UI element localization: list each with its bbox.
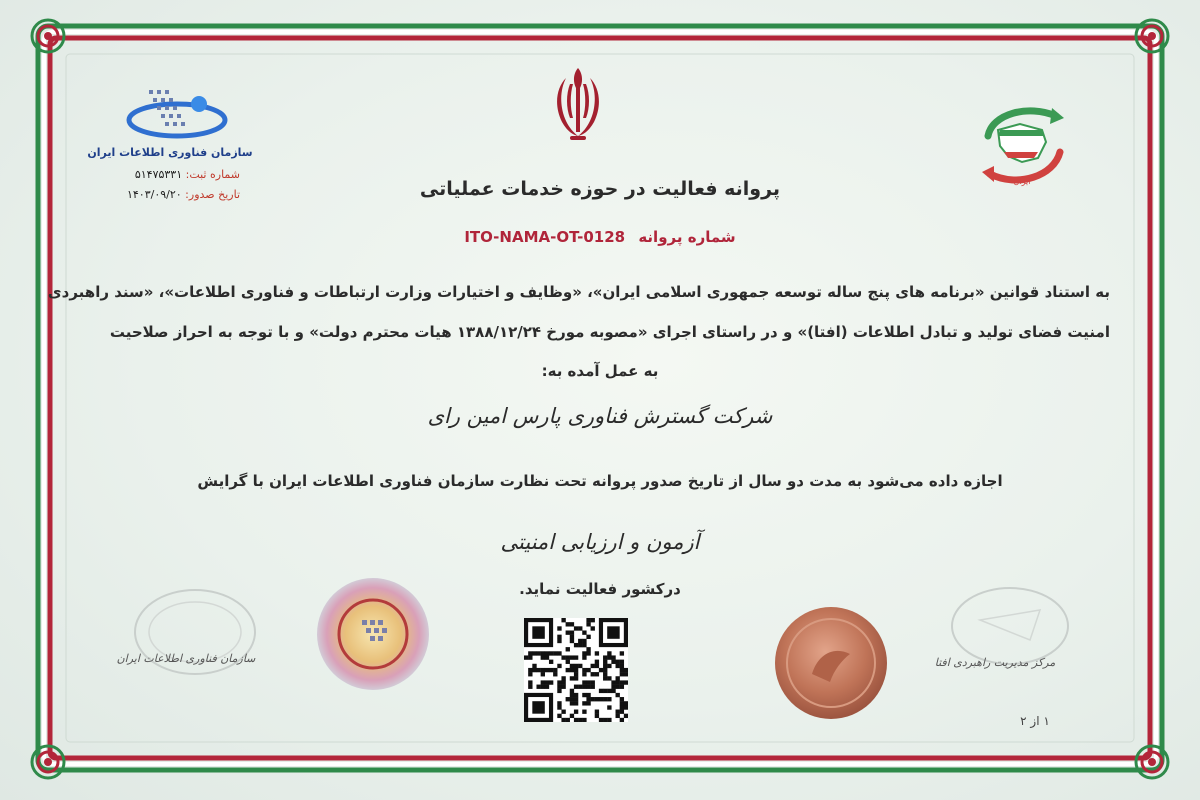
legal-paragraph-line-1: به استناد قوانین «برنامه های پنج ساله توسعه جمهوری اسلامی ایران»، «وظایف و اختیارات وزارت ارتباطات و فناوری اطلاعات»، «سند راهبردی bbox=[47, 283, 1110, 301]
registration-number: ۵۱۴۷۵۳۳۱ bbox=[134, 168, 183, 181]
registration-label: شماره ثبت: bbox=[185, 168, 240, 181]
issue-date-row bbox=[90, 188, 240, 201]
hologram-seal-icon bbox=[314, 576, 432, 692]
ito-seal-icon bbox=[110, 580, 280, 700]
iran-map-logo-icon bbox=[968, 96, 1078, 196]
granted-to-label: به عمل آمده به: bbox=[541, 362, 659, 380]
license-label: شماره پروانه bbox=[638, 228, 736, 246]
permission-text: اجازه داده می‌شود به مدت دو سال از تاریخ صدور پروانه تحت نظارت سازمان فناوری اطلاعات ایران با گرایش bbox=[197, 472, 1003, 490]
map-logo-text: ایران bbox=[1013, 177, 1031, 186]
license-number-row bbox=[340, 228, 860, 246]
afta-seal-icon bbox=[920, 580, 1090, 700]
ito-seal-text: سازمان فناوری اطلاعات ایران bbox=[116, 652, 256, 665]
field-name: آزمون و ارزیابی امنیتی bbox=[500, 530, 700, 554]
issuer-org-name: سازمان فناوری اطلاعات ایران bbox=[87, 146, 253, 159]
afta-seal-text: مرکز مدیریت راهبردی افتا bbox=[934, 656, 1056, 669]
page-indicator: ۱ از ۲ bbox=[1020, 714, 1050, 728]
registration-row bbox=[90, 168, 240, 181]
certificate-title: پروانه فعالیت در حوزه خدمات عملیاتی bbox=[419, 178, 781, 200]
company-name: شرکت گسترش فناوری پارس امین رای bbox=[427, 404, 773, 428]
license-number: ITO-NAMA-OT-0128 bbox=[464, 228, 626, 246]
wax-stamp-icon bbox=[772, 604, 890, 722]
issue-date-label: تاریخ صدور: bbox=[185, 188, 240, 201]
issue-date-value: ۱۴۰۳/۰۹/۲۰ bbox=[126, 188, 182, 201]
iran-emblem-icon bbox=[540, 62, 616, 146]
legal-paragraph-line-2: امنیت فضای تولید و تبادل اطلاعات (افتا)» و در راستای اجرای «مصوبه مورخ ۱۳۸۸/۱۲/۲۴ هیات محترم دولت» و با توجه به احراز صلاحیت bbox=[109, 323, 1110, 341]
activity-text: درکشور فعالیت نماید. bbox=[519, 580, 681, 598]
qr-code-icon[interactable] bbox=[524, 618, 628, 722]
